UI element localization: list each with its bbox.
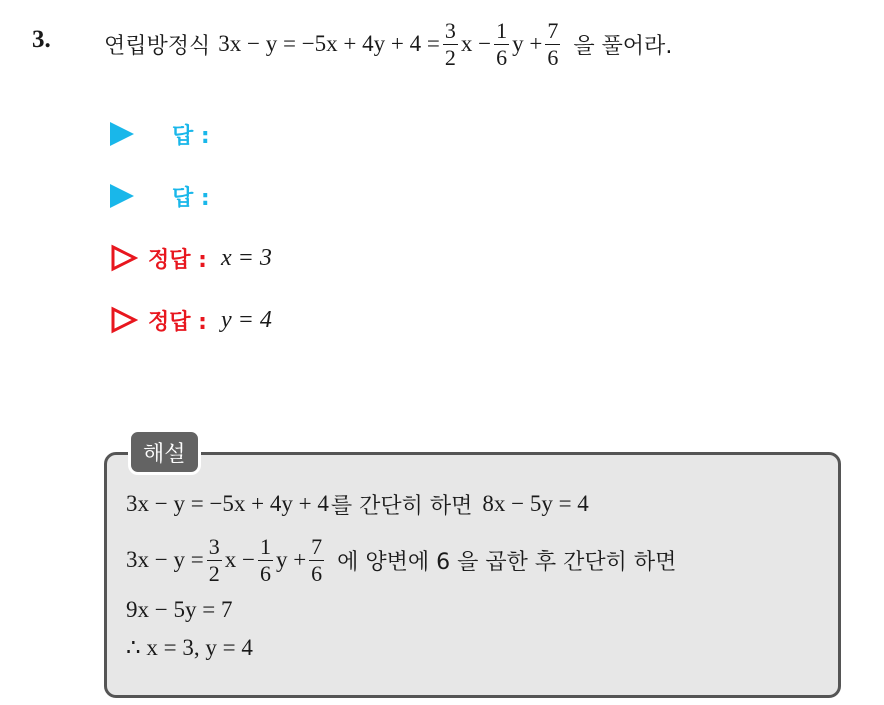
fraction-numerator: 7 bbox=[547, 17, 559, 43]
answer-label: 답 : bbox=[172, 185, 210, 211]
solution-line-4 bbox=[126, 630, 253, 666]
answer-row-3 bbox=[110, 238, 272, 278]
question-term-2: y + bbox=[512, 31, 543, 56]
solution-text: 에 양변에 6 을 곱한 후 간단히 하면 bbox=[337, 549, 677, 575]
question-intro: 연립방정식 bbox=[104, 33, 211, 59]
question-fraction-2 bbox=[494, 17, 509, 70]
answer-value: x = 3 bbox=[220, 244, 272, 271]
fraction-denominator: 2 bbox=[208, 560, 220, 586]
question-term-1: x − bbox=[460, 31, 492, 56]
fraction-denominator: 6 bbox=[496, 44, 508, 70]
solution-term-2: y + bbox=[275, 547, 307, 572]
solution-fraction-1 bbox=[207, 533, 222, 586]
question-text bbox=[104, 12, 672, 76]
fraction-denominator: 6 bbox=[547, 44, 559, 70]
fraction-denominator: 6 bbox=[311, 560, 323, 586]
question-fraction-3 bbox=[545, 17, 560, 70]
answer-value: y = 4 bbox=[220, 306, 272, 333]
answer-row-1 bbox=[110, 114, 224, 154]
solution-equation: 9x − 5y = 7 bbox=[126, 597, 233, 622]
fraction-denominator: 2 bbox=[444, 44, 456, 70]
answer-label: 정답 : bbox=[148, 309, 207, 335]
fraction-numerator: 7 bbox=[311, 533, 323, 559]
solution-fraction-3 bbox=[309, 533, 324, 586]
solution-result: 8x − 5y = 4 bbox=[482, 491, 589, 516]
solution-equation: 3x − y = −5x + 4y + 4 bbox=[126, 491, 329, 516]
play-outline-icon bbox=[110, 244, 138, 272]
solution-term-1: x − bbox=[224, 547, 255, 572]
solution-line-3 bbox=[126, 592, 232, 628]
play-icon bbox=[110, 122, 134, 146]
question-number: 3. bbox=[32, 26, 51, 53]
answer-row-4 bbox=[110, 300, 272, 340]
play-outline-icon bbox=[110, 306, 138, 334]
solution-fraction-2 bbox=[258, 533, 273, 586]
question-equation-lhs: 3x − y = −5x + 4y + 4 = bbox=[218, 31, 440, 56]
fraction-numerator: 1 bbox=[259, 533, 271, 559]
answer-label: 답 : bbox=[172, 123, 210, 149]
answer-row-2 bbox=[110, 176, 224, 216]
solution-line-1 bbox=[126, 486, 589, 522]
answer-label: 정답 : bbox=[148, 247, 207, 273]
solution-text: 를 간단히 하면 bbox=[330, 493, 473, 519]
explanation-tag: 해설 bbox=[128, 429, 201, 475]
question-fraction-1 bbox=[443, 17, 458, 70]
solution-line-2 bbox=[126, 528, 676, 592]
solution-conclusion: ∴ x = 3, y = 4 bbox=[126, 635, 253, 660]
fraction-numerator: 1 bbox=[496, 17, 508, 43]
solution-equation-lhs: 3x − y = bbox=[126, 547, 204, 572]
fraction-denominator: 6 bbox=[259, 560, 271, 586]
question-outro: 을 풀어라. bbox=[573, 33, 673, 59]
play-icon bbox=[110, 184, 134, 208]
fraction-numerator: 3 bbox=[208, 533, 220, 559]
fraction-numerator: 3 bbox=[444, 17, 456, 43]
